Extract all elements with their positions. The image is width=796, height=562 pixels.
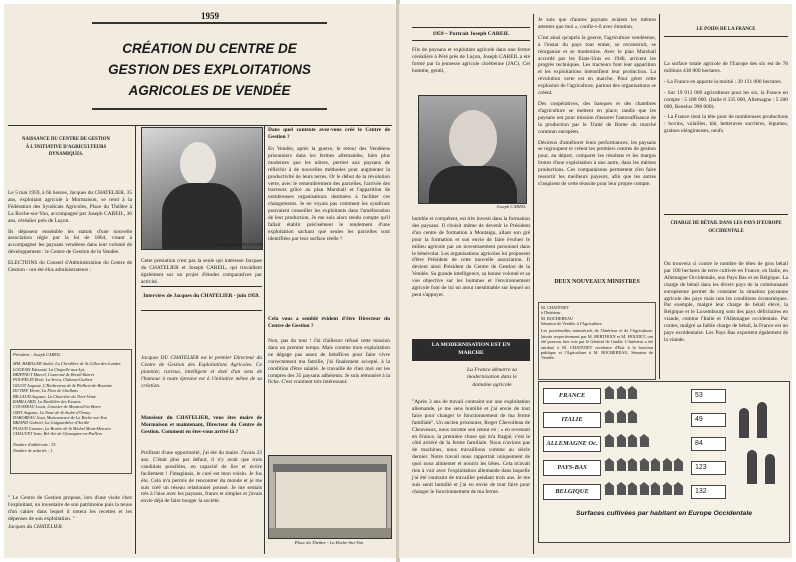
country-label: FRANCE bbox=[543, 388, 601, 404]
chart-value: 132 bbox=[691, 485, 726, 499]
interview-bottom-rule bbox=[141, 310, 262, 311]
minister-line: M. CHATENET bbox=[541, 305, 570, 310]
quote-text: " Le Centre de Gestion propose, lors d'une visite chez l'exploitant, un inventaire de son patrimoine puis la tenue d'un cahier dans lequel il notera les recettes et les dépenses de son exploitation. " bbox=[8, 495, 132, 522]
naissance-heading: NAISSANCE DU CENTRE DE GESTION À L'INITIATIVE D'AGRICULTEURS DYNAMIQUES. bbox=[22, 137, 110, 158]
column-divider bbox=[659, 14, 660, 379]
careil-photo bbox=[418, 95, 527, 204]
modernisation-text: "Après 3 ans de travail contraint sur une exploitation allemande, je me sens humilié et j'ai envie de tout faire pour changer le fonctionnement de ma ferme familiale". Un ancien prisonnier, Roger Chevolleau de Cheaveaux, nous raconte son retour en : « en revenant en France, la première chose qui m'a frappé, c'est le côté arriéré de la ferme familiale. Nous n'avions pas de machines, nous travaillions comme au siècle dernier. Notre travail nous rapportait uniquement de quoi nous alimenter et nourrir les bêtes. Cela m'avait rien à voir avec l'exploitation allemande dans laquelle j'ai été contraint de travailler pendant trois ans. Je me suis senti humilié et j'ai eu envie de tout faire pour changer le fonctionnement de ma ferme. bbox=[412, 399, 530, 495]
farmer-figure bbox=[757, 402, 767, 438]
poids-rule bbox=[664, 36, 788, 37]
col1-text bbox=[8, 190, 132, 278]
charge-heading: CHARGE DE BÉTAIL DANS LES PAYS D'EUROPE OCCIDENTALE bbox=[670, 221, 782, 234]
poids-title: LE POIDS DE LA FRANCE bbox=[696, 27, 756, 32]
chart-caption: Surfaces cultivées par habitant en Europe Occidentale bbox=[575, 510, 753, 517]
farmer-figure bbox=[765, 454, 775, 484]
cattle-icon bbox=[617, 414, 626, 423]
chatelier-photo bbox=[141, 127, 263, 250]
chart-value: 49 bbox=[691, 413, 726, 427]
portrait-bottom-rule bbox=[412, 40, 530, 41]
chart-row bbox=[543, 436, 725, 452]
photo-caption: Joseph CAREIL bbox=[496, 204, 526, 209]
cattle-icon bbox=[674, 462, 683, 471]
ministres-box bbox=[538, 302, 656, 380]
paragraph: - La France en apporte la moitié : 39 131 000 hectares. bbox=[664, 78, 782, 85]
members-list bbox=[13, 352, 129, 453]
minister-line: Les portefeuilles ministériels de l'Intérieur et de l'Agriculture, laissés respectivement par M. BERTHOIN et M. HOUDET, ont été pourvus hier soir par le Général de Gaulle. L'Intérieur a été attribué à M. CHATENET secrétaire d'Etat à la fonction publique et l'Agriculture à M. ROCHEREAU, Sénateur de Vendée. bbox=[541, 328, 653, 361]
paragraph: Ils déposent ensemble les statuts d'une nouvelle association régie par la loi de 1864, visant à accompagner les paysans vendéens dans leur volonté de développement : le Centre de Gestion de la Vendée. bbox=[8, 228, 132, 256]
street bbox=[269, 528, 391, 538]
minister-line: Sénateur de Vendée, à l'Agriculture bbox=[541, 321, 602, 327]
paragraph: Le 5 mai 1959, à 6h heures, Jacques du CHATELIER, 35 ans, exploitant agricole à Mormaison, se rend à la Fédération des Syndicats Agricoles, Place du Théâtre à La Roche-sur-Yon, accompagné par Joseph CAREIL, 36 ans, céréalier près de Luçon. bbox=[8, 190, 132, 224]
minister-line: à l'Intérieur bbox=[541, 310, 561, 316]
cattle-icon bbox=[617, 390, 626, 399]
chart-value: 123 bbox=[691, 461, 726, 475]
main-title-line: AGRICOLES DE VENDÉE bbox=[128, 83, 291, 98]
cattle-icon bbox=[628, 414, 637, 423]
cattle-icon bbox=[651, 486, 660, 495]
cattle-icon bbox=[651, 462, 660, 471]
main-title-line: CRÉATION DU CENTRE DE bbox=[122, 41, 297, 56]
portrait-head bbox=[180, 142, 216, 186]
farmer-figure bbox=[739, 408, 749, 438]
member-line: BRIFFAUT Marcel, Courcoué de Breuil-Barret bbox=[13, 372, 94, 378]
member-line: POUPELIN René, La Sevra, Château-Guibert bbox=[13, 377, 93, 383]
chart-value: 84 bbox=[691, 437, 726, 451]
cattle-icon bbox=[628, 390, 637, 399]
paragraph: - La France tient la tête pour de nombreuses productions : bovins, volailles, blé, betteraves sucrières, légumes, graines oléagineuses, oeufs. bbox=[664, 114, 788, 135]
paragraph: Je suis que d'autres paysans avaient les mêmes attentes que moi », confie-t-il avec émotion. bbox=[538, 17, 656, 30]
cattle-icon bbox=[674, 486, 683, 495]
cattle-icon bbox=[617, 438, 626, 447]
question: Dans quel contexte avez-vous créé le Centre de Gestion ? bbox=[268, 127, 390, 140]
member-line: GRIT Auguste, La Noue de St André d'Ornay bbox=[13, 409, 91, 415]
portrait-body bbox=[429, 166, 517, 204]
careil-text-2: humble et compétent, est très investi dans la formation des paysans. Il choisit même de devenir le Président d'un centre de formation à Montaigu, allant son gré pour la formation et son envie de faire évoluer le milieu agricole par un investissement personnel dans le bénévolat. Les organisations agricoles lui proposent d'être Président de cette nouvelle association. Il devient ainsi Président du Centre de Gestion de la Vendée. Sa grande intelligence, sa bonne volonté et sa vue objective sur les hommes et l'environnement agricole font de lui un atout inestimable sur lequel on peut s'appuyer. bbox=[412, 216, 530, 298]
ministres-heading: DEUX NOUVEAUX MINISTRES bbox=[554, 279, 640, 285]
member-line: PUAUD Gustave, La Bruère de St Michel Mont-Mercure bbox=[13, 425, 111, 431]
paragraph: C'est ainsi qu'après la guerre, l'agriculture vendéenne, à l'instar du pays tout entier, se reconstruit, se réorganise et se modernise. Avec le plan Marshall accordé par les Etats-Unis en 1948, arrivent les progrès techniques. Les tracteurs font leur apparition et les exploitations intensifient leur production. La révolution verte est en marche. Pour gérer cette explosion de l'agriculture, partout des organisations se créent. bbox=[538, 34, 656, 97]
portrait-body bbox=[162, 183, 242, 249]
answer: En Vendée, après la guerre, le retour des Vendéens prisonniers dans les fermes allemandes, bien plus modernes que les nôtres, permet aux paysans de réfléchir à de nouvelles méthodes pour augmenter la productivité de leurs terres. Or le début de la révolution verte, avec le remembrement des parcelles, l'arrivée des tracteurs grâce au plan Marshall et l'apparition de nombreuses organisations destinées à faciliter ces changements. Je ne voyais pas comment les syndicats pouvaient conseiller les exploitants dans l'amélioration de leur production. Je me suis alors rendu compte qu'il fallait établir précisément le rendement d'une exploitation sachant que seules les parcelles sont identifiées par leur surface réelle ? bbox=[268, 146, 390, 242]
cattle-icon bbox=[605, 390, 614, 399]
country-label: ITALIE bbox=[543, 412, 601, 428]
column-divider bbox=[264, 126, 265, 554]
paragraph: La surface totale agricole de l'Europe des six est de 78 millions 418 000 hectares. bbox=[664, 61, 788, 74]
modernisation-banner bbox=[412, 339, 530, 361]
livestock-chart bbox=[538, 381, 790, 543]
cattle-icon bbox=[605, 438, 614, 447]
chart-row bbox=[543, 460, 725, 476]
administrators-box bbox=[10, 349, 132, 474]
chart-row bbox=[543, 484, 725, 500]
title-bottom-rule bbox=[92, 108, 327, 110]
member-line: COUSSEAU Louis, Grassier de Mouzeuil-la-Barre bbox=[13, 404, 101, 410]
column-divider bbox=[135, 126, 136, 554]
member-line: CHAUVET Jean, Bel-Air de Chavagnes-en-Paillers bbox=[13, 431, 103, 437]
photo-caption: Jacques du CHATELIER bbox=[216, 242, 262, 247]
member-line: MM. BABILLER André, La Chevillère de St Gilles-des-Landes bbox=[13, 361, 121, 367]
farmer-figure bbox=[747, 450, 757, 484]
member-line: DABOREAU Jean, Maisonneuve de La Roche-sur-Yon bbox=[13, 414, 107, 420]
country-label: PAYS-BAS bbox=[543, 460, 601, 476]
cattle-icon bbox=[605, 414, 614, 423]
poids-text bbox=[664, 61, 788, 139]
col2-text: Cette prestation n'est pas la seule qui intéresse Jacques du CHATELIER et Joseph CAREIL, qui travaillent également sur un projet d'études comparatives par activité. bbox=[141, 258, 262, 285]
building bbox=[275, 470, 387, 532]
title-top-rule bbox=[92, 22, 327, 24]
member-line: Président : Joseph CAREIL bbox=[13, 352, 61, 357]
quote-author: Jacques du CHATELIER. bbox=[8, 523, 64, 530]
portrait-head bbox=[449, 110, 497, 168]
paragraph: - Sur 19 913 000 agriculteurs pour les six, la France en compte : 5 188 000. (Italie 8 335 000, Allemagne : 5 200 000, Benelux 990 000). bbox=[664, 89, 788, 110]
cattle-icon bbox=[617, 462, 626, 471]
member-line: LOGEAIS Edouard, La Chapelle-aux-Lys bbox=[13, 366, 85, 372]
roof bbox=[273, 464, 387, 472]
member-line: Nombre de salariés : 1 bbox=[13, 447, 53, 453]
cattle-icon bbox=[640, 462, 649, 471]
charge-text: On trouvera ci contre le nombre de têtes de gros bétail par 100 hectares de terre cultivée en France, en Italie, en Allemagne Occidentale, aux Pays Bas et en Belgique. La charge de bétail dans les divers pays de la communauté européenne permet de constater la situation paysanne agricole des pays mais non les conditions économiques. Par exemple, malgré leur charge de bétail élevé, la Belgique et le Luxembourg sont des pays déficitaires en viande, comme l'Italie et l'Allemagne occidentale. Par contre, malgré sa faible charge de bétail, la France est un pays excédentaire. Les Pays Bas exportent également de la viande. bbox=[664, 261, 788, 343]
answer: Non, pas du tout ! J'ai d'ailleurs refusé cette mission dans un premier temps. Mais comme mon exploitation ne dégage pas assez de bénéfices pour faire vivre correctement ma famille, j'ai finalement accepté, à la condition d'être salarié. Je travaille de chez moi sur les comptes des 35 paysans adhérents. Je suis rémunéré à la fiche. C'est vraiment très intéressant. bbox=[268, 338, 390, 386]
pull-quote: La France démarre sa modernisation dans le domaine agricole bbox=[467, 367, 517, 388]
chart-value: 53 bbox=[691, 389, 726, 403]
answer: Profitant d'une opportunité, j'ai été du maire. J'avais 23 ans. C'était plus par défaut, il n'y avait que trois candidats possibles, en capacité de lire et écrire facilement ! J'imaginais, le curé est mon voisin. Je fus élu. Cela m'a permis de rencontrer du monde et je me suis créé un réseau relationnel poussé. Je me sentais très à l'aise avec les paysans, francs et simples et j'avais envie déjà de faire bouger la société. bbox=[141, 450, 262, 505]
question: Cela vous a semblé évident d'être Directeur du Centre de Gestion ? bbox=[268, 316, 390, 329]
cattle-icon bbox=[640, 438, 649, 447]
paragraph: ELECTIONS du Conseil d'Administration du Centre de Gestion - ont été élus administrateurs : bbox=[8, 260, 132, 274]
portrait-top-rule bbox=[412, 27, 530, 28]
header-rule bbox=[8, 125, 392, 126]
member-line: GIGOT Auguste, L'Herbreteau de St Philbert-de-Bouaine bbox=[13, 382, 112, 388]
cattle-icon bbox=[605, 462, 614, 471]
cattle-icon bbox=[628, 438, 637, 447]
minister-line: M. ROCHEREAU bbox=[541, 315, 574, 321]
country-label: BELGIQUE bbox=[543, 484, 601, 500]
question: Monsieur du CHATELIER, vous êtes maire de Mormaison et maintenant, Directeur du Centre de Gestion. Comment en êtes-vous arrivé là ? bbox=[141, 415, 262, 435]
cattle-icon bbox=[617, 486, 626, 495]
member-line: RABILLARD, La Ravillière des Essarts bbox=[13, 398, 81, 404]
theatre-photo bbox=[268, 455, 392, 539]
cattle-icon bbox=[663, 486, 672, 495]
ministres-text bbox=[541, 305, 653, 361]
section-rule bbox=[664, 214, 788, 215]
farmers-illustration bbox=[733, 388, 785, 506]
chatelier-quote bbox=[8, 495, 132, 535]
cattle-icon bbox=[628, 462, 637, 471]
column-divider bbox=[533, 14, 534, 554]
chart-row bbox=[543, 412, 725, 428]
r-col2-text bbox=[538, 17, 656, 192]
chart-row bbox=[543, 388, 725, 404]
member-line: BRIAND Gabriel, La Guignardière d'Avrillé bbox=[13, 420, 90, 426]
paragraph: Des coopératives, des banques et des chambres d'agriculture se mettent en place, tandis que les paysans ont pour mission d'assurer l'autosuffisance de la production par le Traité de Rome du marché commun européen. bbox=[538, 100, 656, 135]
member-line: DUVIEF Henri, La Fleix de Challans bbox=[13, 388, 78, 394]
member-line: Nombre d'adhérents : 35 bbox=[13, 442, 56, 448]
banner-title: LA MODERNISATION EST EN MARCHE bbox=[431, 342, 511, 356]
interview-title: Interview de Jacques du CHATELIER - juin 1959. bbox=[143, 293, 260, 299]
portrait-title: 1959 – Portrait Joseph CAREIL bbox=[432, 31, 510, 37]
cattle-icon bbox=[640, 486, 649, 495]
interview-top-rule bbox=[141, 286, 262, 287]
cattle-icon bbox=[605, 486, 614, 495]
main-title bbox=[92, 38, 327, 101]
member-line: BILLAUD Auguste, La Charrière du Tiers-Vente bbox=[13, 393, 97, 399]
cattle-icon bbox=[628, 486, 637, 495]
careil-text-1: Fils de paysans et exploitant agricole dans une ferme céréalière à Péré près de Luçon, Joseph CAREIL a été formé par la jeunesse agricole chrétienne (JAC). Cet homme, gentil, bbox=[412, 47, 530, 74]
cattle-icon bbox=[663, 462, 672, 471]
paragraph: Désireux d'améliorer leurs performances, les paysans se regroupent et créent les premiers centres de gestion pour, au départ, comparer les résultats et les marges brutes d'une exploitation à une autre, dans les mêmes productions. Ces comparaisons permettent d'en faire ressortir les meilleurs payeurs, afin que les autres s'inspirent de cette réussite pour leur propre compte. bbox=[538, 139, 656, 187]
photo-caption: Place du Théâtre - La Roche-Sur-Yon bbox=[294, 540, 364, 545]
year-label: 1959 bbox=[201, 11, 219, 21]
country-label: ALLEMAGNE Oc. bbox=[543, 436, 601, 452]
interview-intro: Jacques DU CHATELIER est le premier Directeur du Centre de Gestion des Exploitations Agricoles. Ce pionnier, curieux, intelligent et doté d'un sens de l'humour à toute épreuve est à l'initiative même de sa création. bbox=[141, 355, 262, 389]
main-title-line: GESTION DES EXPLOITATIONS bbox=[108, 62, 311, 77]
